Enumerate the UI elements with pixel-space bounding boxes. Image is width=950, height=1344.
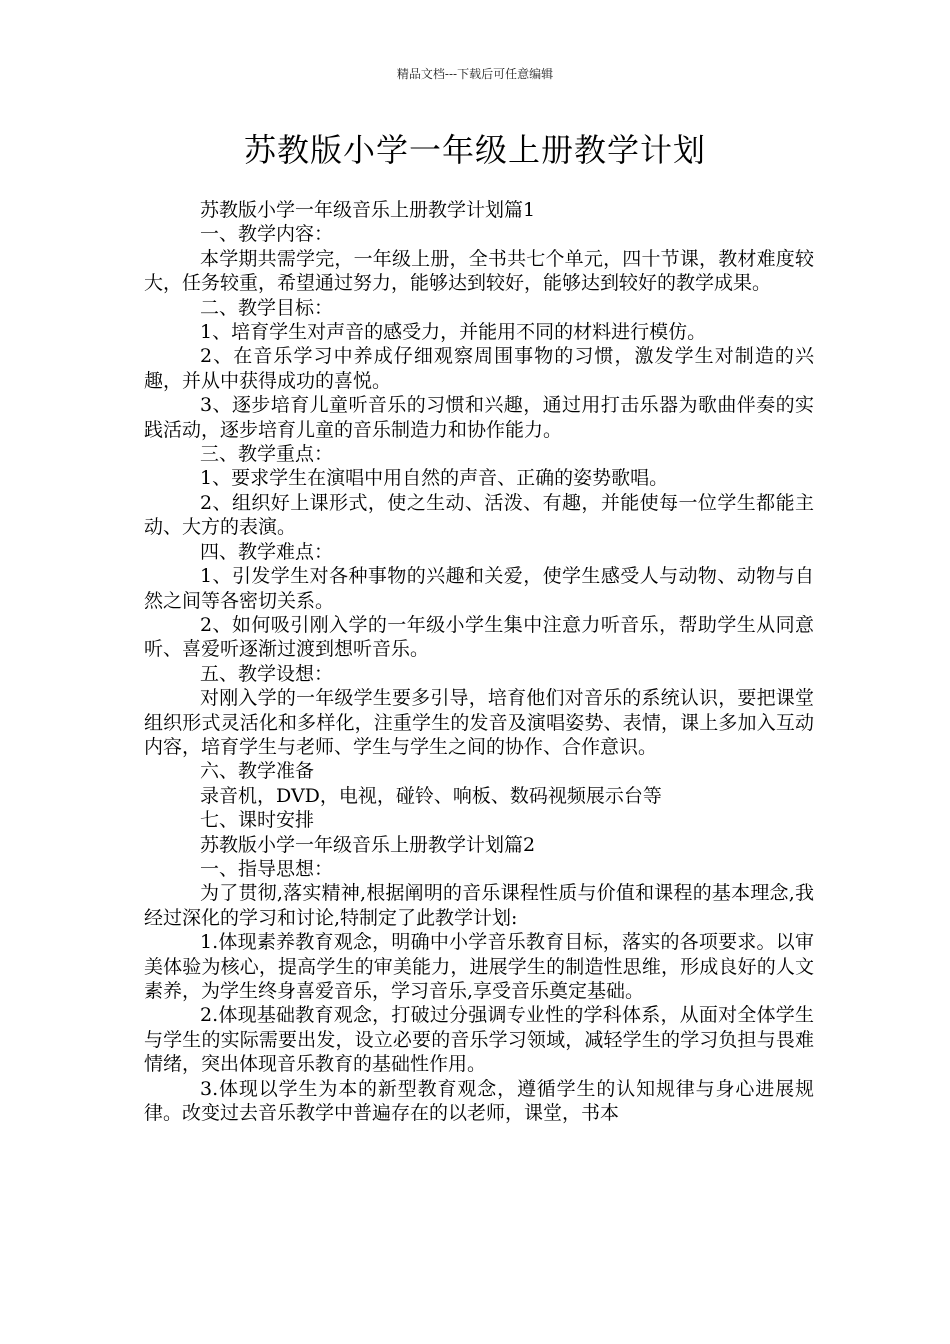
paragraph: 录音机，DVD，电视，碰铃、响板、数码视频展示台等 xyxy=(200,784,662,807)
paragraph: 3、逐步培育儿童听音乐的习惯和兴趣，通过用打击乐器为歌曲伴奏的实践活动，逐步培育儿童的音乐制造力和协作能力。 xyxy=(144,394,814,441)
paragraph: 1.体现素养教育观念，明确中小学音乐教育目标，落实的各项要求。以审美体验为核心，提高学生的审美能力，进展学生的制造性思维，形成良好的人文素养，为学生终身喜爱音乐，学习音乐,享受音乐奠定基础。 xyxy=(144,931,814,1002)
paragraph: 3.体现以学生为本的新型教育观念，遵循学生的认知规律与身心进展规律。改变过去音乐教学中普遍存在的以老师，课堂，书本 xyxy=(144,1077,814,1125)
page-header: 精品文档---下载后可任意编辑 xyxy=(396,67,554,81)
paragraph: 1、要求学生在演唱中用自然的声音、正确的姿势歌唱。 xyxy=(200,467,669,490)
paragraph: 五、教学设想： xyxy=(200,662,334,685)
paragraph: 2.体现基础教育观念，打破过分强调专业性的学科体系，从面对全体学生与学生的实际需要出发，设立必要的音乐学习领域，减轻学生的学习负担与畏难情绪，突出体现音乐教育的基础性作用。 xyxy=(144,1004,814,1076)
paragraph: 三、教学重点： xyxy=(200,443,334,466)
paragraph: 一、指导思想： xyxy=(200,857,334,880)
paragraph: 为了贯彻,落实精神,根据阐明的音乐课程性质与价值和课程的基本理念,我经过深化的学习和讨论,特制定了此教学计划: xyxy=(144,882,814,929)
paragraph: 七、课时安排 xyxy=(200,809,315,832)
paragraph: 苏教版小学一年级音乐上册教学计划篇2 xyxy=(200,833,536,856)
paragraph: 1、引发学生对各种事物的兴趣和关爱，使学生感受人与动物、动物与自然之间等各密切关系。 xyxy=(144,565,814,612)
paragraph: 苏教版小学一年级音乐上册教学计划篇1 xyxy=(200,199,536,221)
paragraph: 1、培育学生对声音的感受力，并能用不同的材料进行模仿。 xyxy=(200,321,707,344)
paragraph: 四、教学难点： xyxy=(200,540,334,563)
paragraph: 六、教学准备 xyxy=(200,760,315,783)
paragraph: 对刚入学的一年级学生要多引导，培育他们对音乐的系统认识，要把课堂组织形式灵活化和多样化，注重学生的发音及演唱姿势、表情，课上多加入互动内容，培育学生与老师、学生与学生之间的协作、合作意识。 xyxy=(144,687,814,758)
paragraph: 2、组织好上课形式，使之生动、活泼、有趣，并能使每一位学生都能主动、大方的表演。 xyxy=(144,491,814,539)
paragraph: 2、在音乐学习中养成仔细观察周围事物的习惯，激发学生对制造的兴趣，并从中获得成功的喜悦。 xyxy=(144,345,814,392)
paragraph: 二、教学目标： xyxy=(200,296,334,319)
document-body xyxy=(144,198,814,1125)
paragraph: 本学期共需学完，一年级上册，全书共七个单元，四十节课，教材难度较大，任务较重，希望通过努力，能够达到较好，能够达到较好的教学成果。 xyxy=(144,247,814,295)
document-title: 苏教版小学一年级上册教学计划 xyxy=(243,131,706,169)
paragraph: 一、教学内容： xyxy=(200,223,334,246)
paragraph: 2、如何吸引刚入学的一年级小学生集中注意力听音乐，帮助学生从同意听、喜爱听逐渐过渡到想听音乐。 xyxy=(144,613,814,661)
